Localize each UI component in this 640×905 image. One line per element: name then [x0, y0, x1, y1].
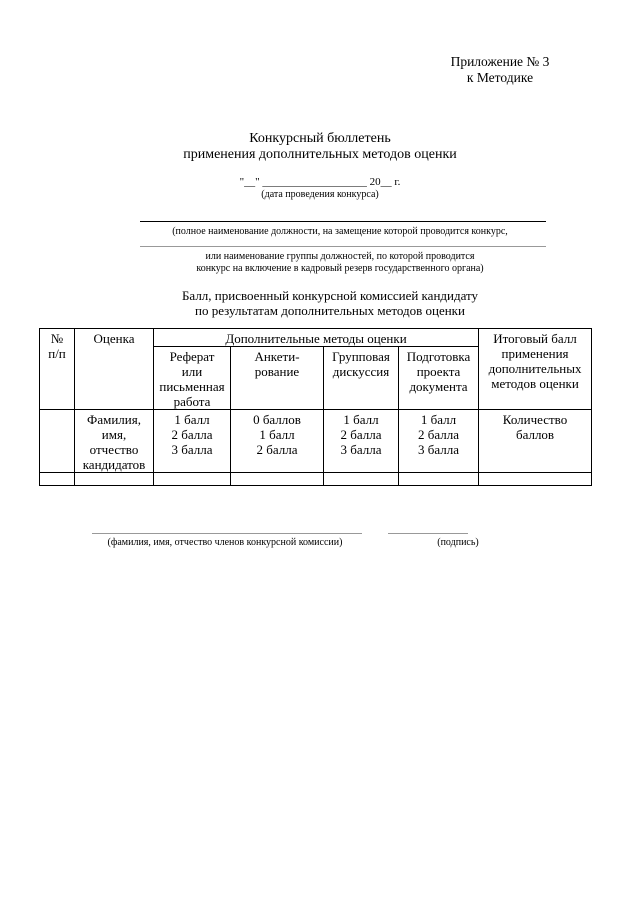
position-underline	[140, 221, 546, 222]
title-line-2: применения дополнительных методов оценки	[183, 147, 457, 162]
date-caption: (дата проведения конкурса)	[261, 189, 379, 200]
header-number: № п/п	[40, 329, 75, 410]
cell-essay-scores: 1 балл 2 балла 3 балла	[154, 410, 231, 473]
appendix-line-2: к Методике	[466, 70, 534, 85]
name-underline	[92, 533, 362, 534]
cell-document-scores: 1 балл 2 балла 3 балла	[399, 410, 479, 473]
group-caption-1: или наименование группы должностей, по которой проводится	[205, 251, 475, 262]
header-methods: Дополнительные методы оценки	[154, 329, 479, 347]
cell-candidate-label: Фамилия, имя, отчество кандидатов	[75, 410, 154, 473]
sign-caption: (подпись)	[437, 537, 479, 548]
table-row	[40, 410, 592, 473]
header-total: Итоговый балл применения дополнительных методов оценки	[479, 329, 592, 410]
table-header-row	[40, 329, 592, 347]
method-essay: Реферат или письменная работа	[154, 347, 231, 410]
title-line-1: Конкурсный бюллетень	[249, 131, 391, 146]
cell-total-label: Количество баллов	[479, 410, 592, 473]
score-heading	[0, 288, 640, 318]
appendix-line-1: Приложение № 3	[450, 54, 550, 69]
cell-survey-scores: 0 баллов 1 балл 2 балла	[231, 410, 324, 473]
cell-number	[40, 410, 75, 473]
method-group-discussion: Групповая дискуссия	[324, 347, 399, 410]
group-caption-2: конкурс на включение в кадровый резерв государственного органа)	[196, 263, 484, 274]
score-heading-line-1: Балл, присвоенный конкурсной комиссией кандидату	[181, 288, 479, 303]
date-line: "__" ___________________ 20__ г.	[239, 176, 401, 188]
method-survey: Анкети- рование	[231, 347, 324, 410]
name-caption: (фамилия, имя, отчество членов конкурсной комиссии)	[107, 537, 343, 548]
cell-discussion-scores: 1 балл 2 балла 3 балла	[324, 410, 399, 473]
group-underline	[140, 246, 546, 247]
ballot-table	[39, 328, 592, 486]
score-heading-line-2: по результатам дополнительных методов оценки	[195, 303, 465, 318]
document-title	[0, 131, 640, 163]
table-row-empty	[40, 473, 592, 486]
method-document-draft: Подготовка проекта документа	[399, 347, 479, 410]
sign-underline	[388, 533, 468, 534]
position-caption: (полное наименование должности, на замещение которой проводится конкурс,	[172, 226, 508, 237]
appendix-header	[400, 54, 600, 86]
header-assessment: Оценка	[75, 329, 154, 410]
